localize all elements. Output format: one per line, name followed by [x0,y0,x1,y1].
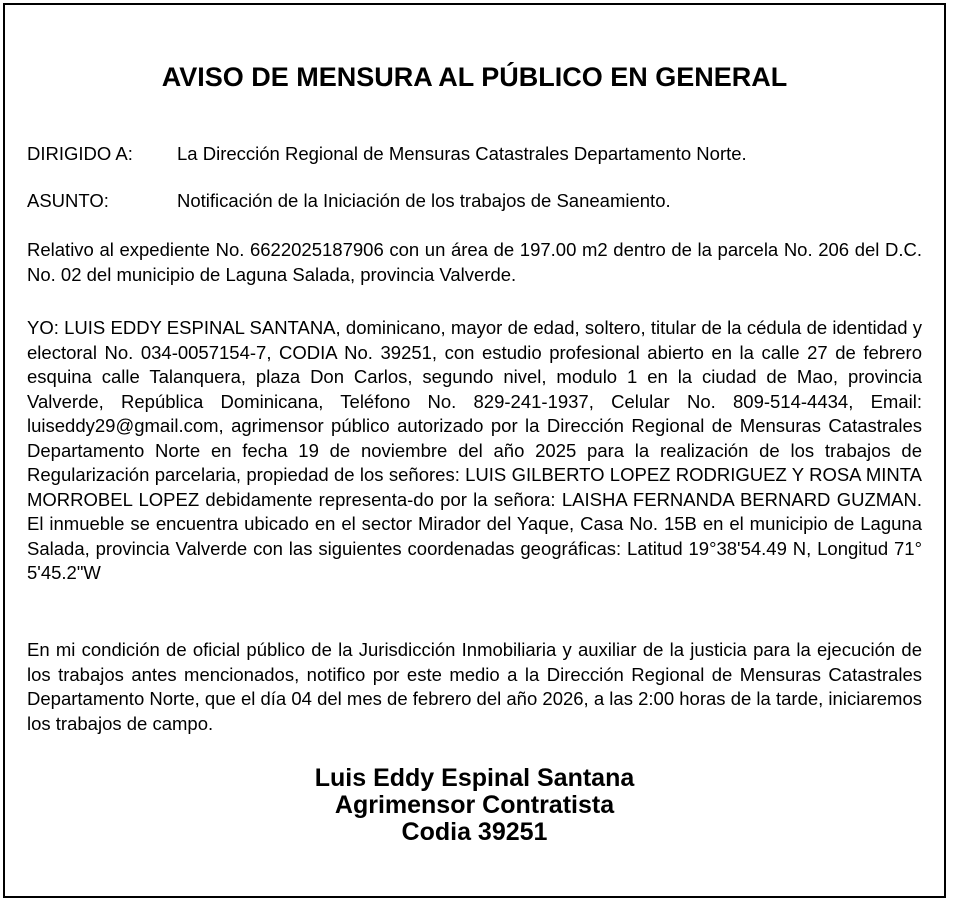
addressee-label: DIRIGIDO A: [27,143,133,164]
addressee-row [27,142,922,166]
notification-paragraph: En mi condición de oficial público de la Jurisdicción Inmobiliaria y auxiliar de la justicia para la ejecución de los trabajos antes mencionados, notifico por este medio a la Dirección Regional de Mensuras Catastrales Departamento Norte, que el día 04 del mes de febrero del año 2026, a las 2:00 horas de la tarde, iniciaremos los trabajos de campo. [27,639,922,734]
file-reference-paragraph: Relativo al expediente No. 6622025187906 con un área de 197.00 m2 dentro de la parcela No. 206 del D.C. No. 02 del municipio de Laguna Salada, provincia Valverde. [27,239,922,285]
notice-frame [3,3,946,898]
surveyor-statement-paragraph: YO: LUIS EDDY ESPINAL SANTANA, dominicano, mayor de edad, soltero, titular de la cédula de identidad y electoral No. 034-0057154-7, CODIA No. 39251, con estudio profesional abierto en la calle 27 de febrero esquina calle Talanquera, plaza Don Carlos, segundo nivel, modulo 1 en la ciudad de Mao, provincia Valverde, República Dominicana, Teléfono No. 829-241-1937, Celular No. 809-514-4434, Email: luiseddy29@gmail.com, agrimensor público autorizado por la Dirección Regional de Mensuras Catastrales Departamento Norte en fecha 19 de noviembre del año 2025 para la realización de los trabajos de Regularización parcelaria, propiedad de los señores: LUIS GILBERTO LOPEZ RODRIGUEZ Y ROSA MINTA MORROBEL LOPEZ debidamente representa-do por la señora: LAISHA FERNANDA BERNARD GUZMAN. El inmueble se encuentra ubicado en el sector Mirador del Yaque, Casa No. 15B en el municipio de Laguna Salada, provincia Valverde con las siguientes coordenadas geográficas: Latitud 19°38'54.49 N, Longitud 71° 5'45.2"W [27,317,922,583]
subject-label: ASUNTO: [27,190,109,211]
subject-value: Notificación de la Iniciación de los trabajos de Saneamiento. [177,190,671,211]
addressee-value: La Dirección Regional de Mensuras Catastrales Departamento Norte. [177,143,747,164]
signature-role: Agrimensor Contratista [334,791,615,819]
notice-title: AVISO DE MENSURA AL PÚBLICO EN GENERAL [161,62,788,92]
subject-row [27,189,922,213]
signature-codia: Codia 39251 [401,818,548,846]
signature-name: Luis Eddy Espinal Santana [314,764,635,792]
signature-block [5,765,944,846]
